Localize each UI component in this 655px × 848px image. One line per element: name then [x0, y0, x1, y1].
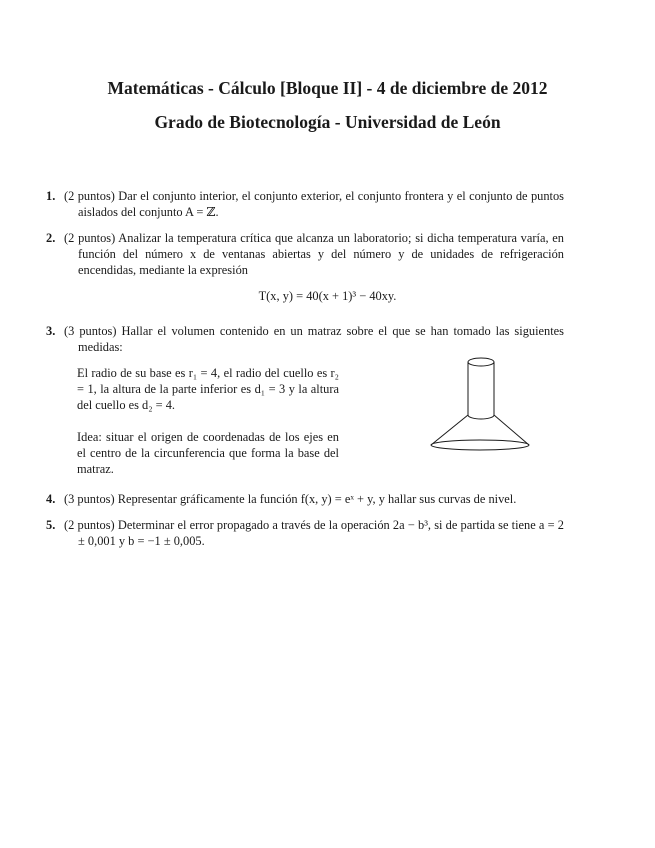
page-title: Matemáticas - Cálculo [Bloque II] - 4 de diciembre de 2012 — [107, 78, 548, 98]
problem-number: 5. — [46, 518, 56, 532]
problem-text: (2 puntos) Dar el conjunto interior, el conjunto exterior, el conjunto frontera y el conjunto de puntos aislados del conjunto A = ℤ. — [64, 189, 564, 219]
problem-5 — [46, 517, 564, 549]
flask-details: El radio de su base es r₁ = 4, el radio del cuello es r₂ = 1, la altura de la parte inferior es d₁ = 3 y la altura del cuello es d₂ = 4. — [77, 366, 339, 412]
problem-text: (3 puntos) Hallar el volumen contenido en un matraz sobre el que se han tomado las siguientes medidas: — [64, 324, 564, 354]
problem-1 — [46, 188, 564, 220]
problem-number: 3. — [46, 324, 56, 338]
flask-measurements — [77, 365, 339, 413]
neck-bottom-arc — [468, 415, 494, 419]
page-subtitle: Grado de Biotecnología - Universidad de León — [154, 112, 501, 132]
temperature-formula: T(x, y) = 40(x + 1)³ − 40xy. — [258, 289, 397, 303]
problem-2 — [46, 230, 564, 278]
problem-text: (2 puntos) Analizar la temperatura crítica que alcanza un laboratorio; si dicha temperatura varía, en función del número x de ventanas abiertas y del número y de unidades de refrigeración encendidas, mediante la expresión — [64, 231, 564, 277]
neck-top-ellipse — [468, 358, 494, 366]
base-ellipse — [431, 440, 529, 450]
problem-number: 4. — [46, 492, 56, 506]
problem-4 — [46, 491, 564, 507]
problem-number: 1. — [46, 189, 56, 203]
problem-number: 2. — [46, 231, 56, 245]
flask-diagram-icon — [425, 352, 535, 454]
problem-text: (2 puntos) Determinar el error propagado a través de la operación 2a − b³, si de partida se tiene a = 2 ± 0,001 y b = −1 ± 0,005. — [64, 518, 564, 548]
problem-text: (3 puntos) Representar gráficamente la función f(x, y) = eˣ + y, y hallar sus curvas de nivel. — [64, 492, 517, 506]
problem-3 — [46, 323, 564, 355]
flask-hint-block — [77, 429, 339, 477]
flask-hint: Idea: situar el origen de coordenadas de los ejes en el centro de la circunferencia que forma la base del matraz. — [77, 430, 339, 476]
